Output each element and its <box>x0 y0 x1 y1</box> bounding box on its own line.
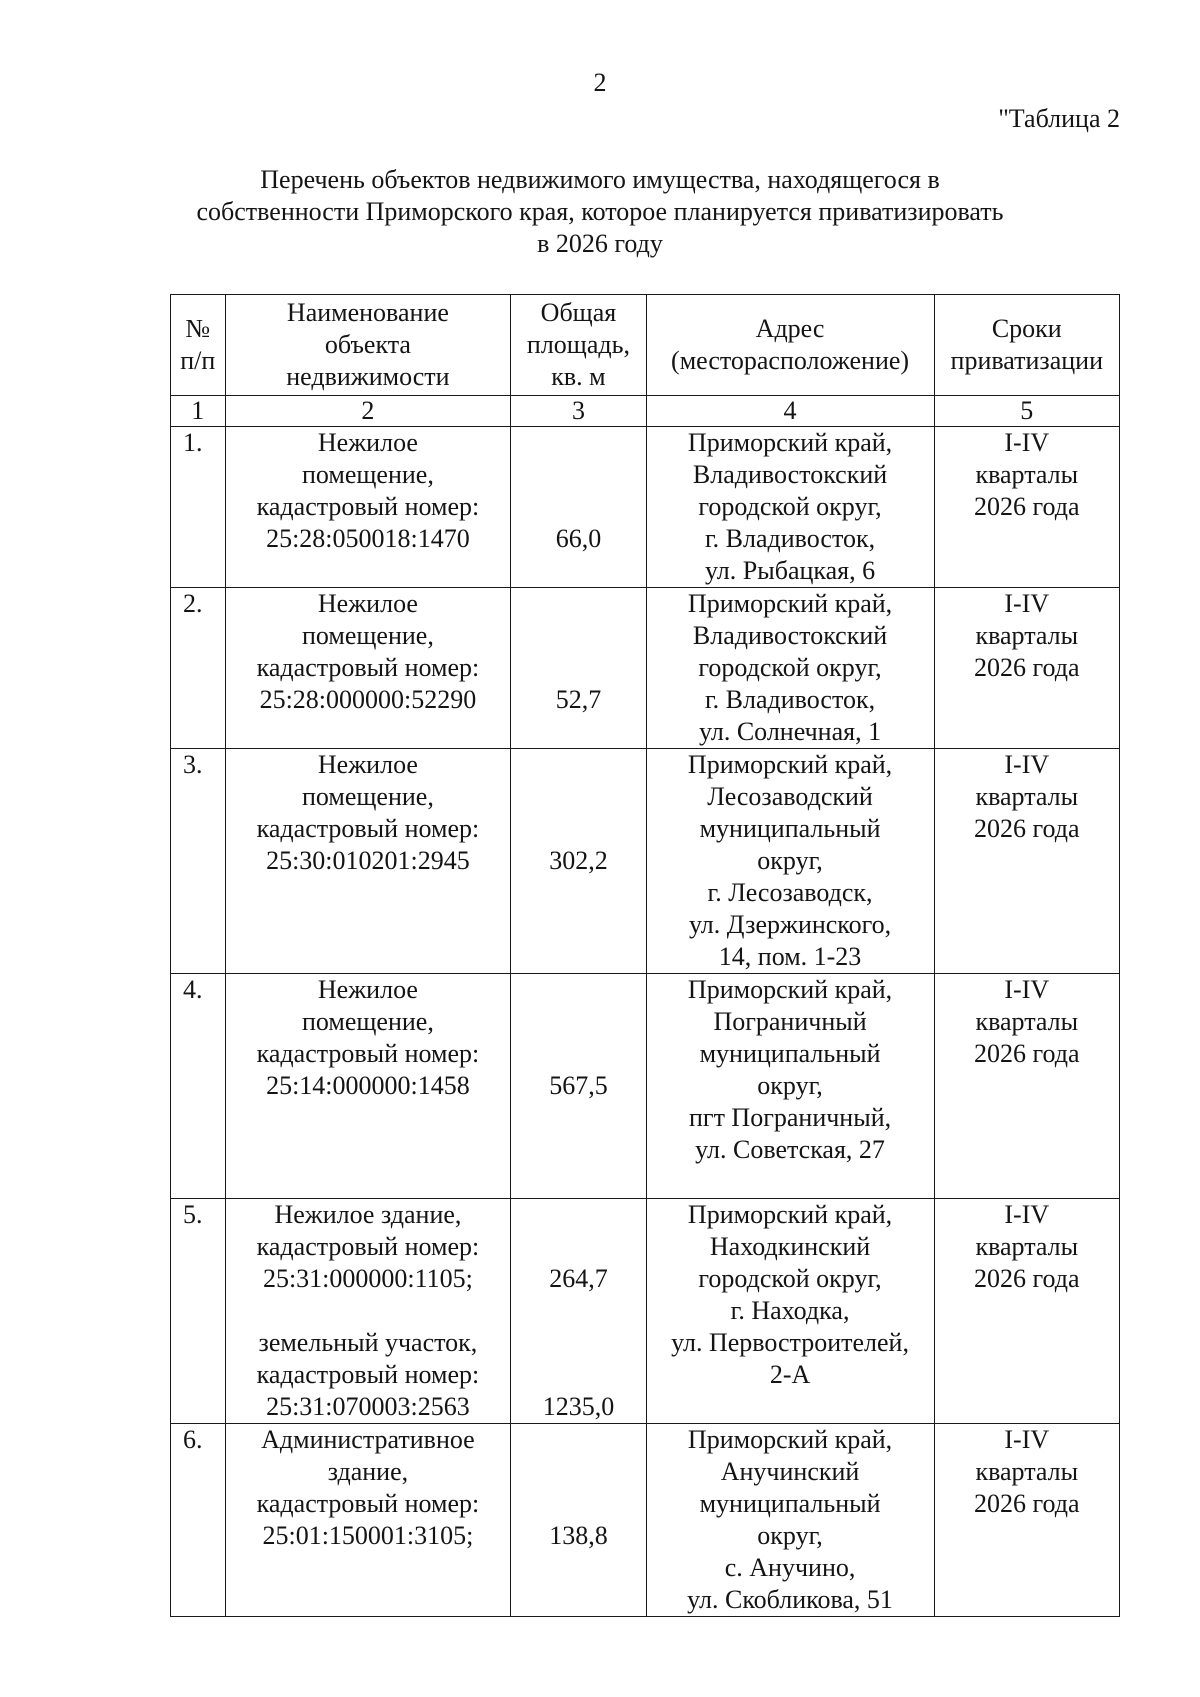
table-header-row <box>171 295 1120 396</box>
privatization-terms: I-IV кварталы 2026 года <box>934 749 1119 974</box>
object-area: 264,7 1235,0 <box>511 1199 646 1424</box>
title-line: собственности Приморского края, которое планируется приватизировать <box>196 197 1004 226</box>
column-number: 2 <box>225 396 511 427</box>
object-address: Приморский край, Владивостокский городской округ, г. Владивосток, ул. Рыбацкая, 6 <box>646 427 934 588</box>
table-row <box>171 427 1120 588</box>
row-number: 1. <box>171 427 226 588</box>
title-line: в 2026 году <box>537 229 663 258</box>
table-reference: "Таблица 2 <box>998 104 1120 133</box>
object-name: Нежилое помещение, кадастровый номер: 25:14:000000:1458 <box>225 974 511 1199</box>
header-area: Общая площадь, кв. м <box>511 295 646 396</box>
table-row <box>171 974 1120 1199</box>
privatization-terms: I-IV кварталы 2026 года <box>934 974 1119 1199</box>
object-name: Нежилое помещение, кадастровый номер: 25:30:010201:2945 <box>225 749 511 974</box>
row-number: 2. <box>171 588 226 749</box>
object-name: Административное здание, кадастровый номер: 25:01:150001:3105; <box>225 1424 511 1617</box>
row-number: 4. <box>171 974 226 1199</box>
table-row <box>171 1199 1120 1424</box>
row-number: 5. <box>171 1199 226 1424</box>
column-number: 3 <box>511 396 646 427</box>
privatization-terms: I-IV кварталы 2026 года <box>934 588 1119 749</box>
object-area: 52,7 <box>511 588 646 749</box>
object-address: Приморский край, Пограничный муниципальный округ, пгт Пограничный, ул. Советская, 27 <box>646 974 934 1199</box>
object-area: 302,2 <box>511 749 646 974</box>
object-name: Нежилое помещение, кадастровый номер: 25:28:000000:52290 <box>225 588 511 749</box>
object-area: 66,0 <box>511 427 646 588</box>
object-address: Приморский край, Анучинский муниципальный округ, с. Анучино, ул. Скобликова, 51 <box>646 1424 934 1617</box>
header-name: Наименование объекта недвижимости <box>225 295 511 396</box>
object-area: 138,8 <box>511 1424 646 1617</box>
header-num: № п/п <box>171 295 226 396</box>
page-number: 2 <box>593 68 607 97</box>
object-address: Приморский край, Владивостокский городской округ, г. Владивосток, ул. Солнечная, 1 <box>646 588 934 749</box>
object-area: 567,5 <box>511 974 646 1199</box>
table-row <box>171 588 1120 749</box>
object-name: Нежилое здание, кадастровый номер: 25:31:000000:1105; земельный участок, кадастровый номер: 25:31:070003:2563 <box>225 1199 511 1424</box>
row-number: 6. <box>171 1424 226 1617</box>
column-number: 5 <box>934 396 1119 427</box>
row-number: 3. <box>171 749 226 974</box>
column-numbers-row <box>171 396 1120 427</box>
title-line: Перечень объектов недвижимого имущества, находящегося в <box>260 165 940 194</box>
header-terms: Сроки приватизации <box>934 295 1119 396</box>
privatization-terms: I-IV кварталы 2026 года <box>934 1424 1119 1617</box>
document-title <box>150 164 1050 260</box>
property-table <box>170 294 1120 1617</box>
table-row <box>171 1424 1120 1617</box>
column-number: 4 <box>646 396 934 427</box>
column-number: 1 <box>171 396 226 427</box>
privatization-terms: I-IV кварталы 2026 года <box>934 1199 1119 1424</box>
header-address: Адрес (месторасположение) <box>646 295 934 396</box>
object-address: Приморский край, Находкинский городской округ, г. Находка, ул. Первостроителей, 2-А <box>646 1199 934 1424</box>
privatization-terms: I-IV кварталы 2026 года <box>934 427 1119 588</box>
object-name: Нежилое помещение, кадастровый номер: 25:28:050018:1470 <box>225 427 511 588</box>
table-row <box>171 749 1120 974</box>
object-address: Приморский край, Лесозаводский муниципальный округ, г. Лесозаводск, ул. Дзержинского, 14, пом. 1-23 <box>646 749 934 974</box>
